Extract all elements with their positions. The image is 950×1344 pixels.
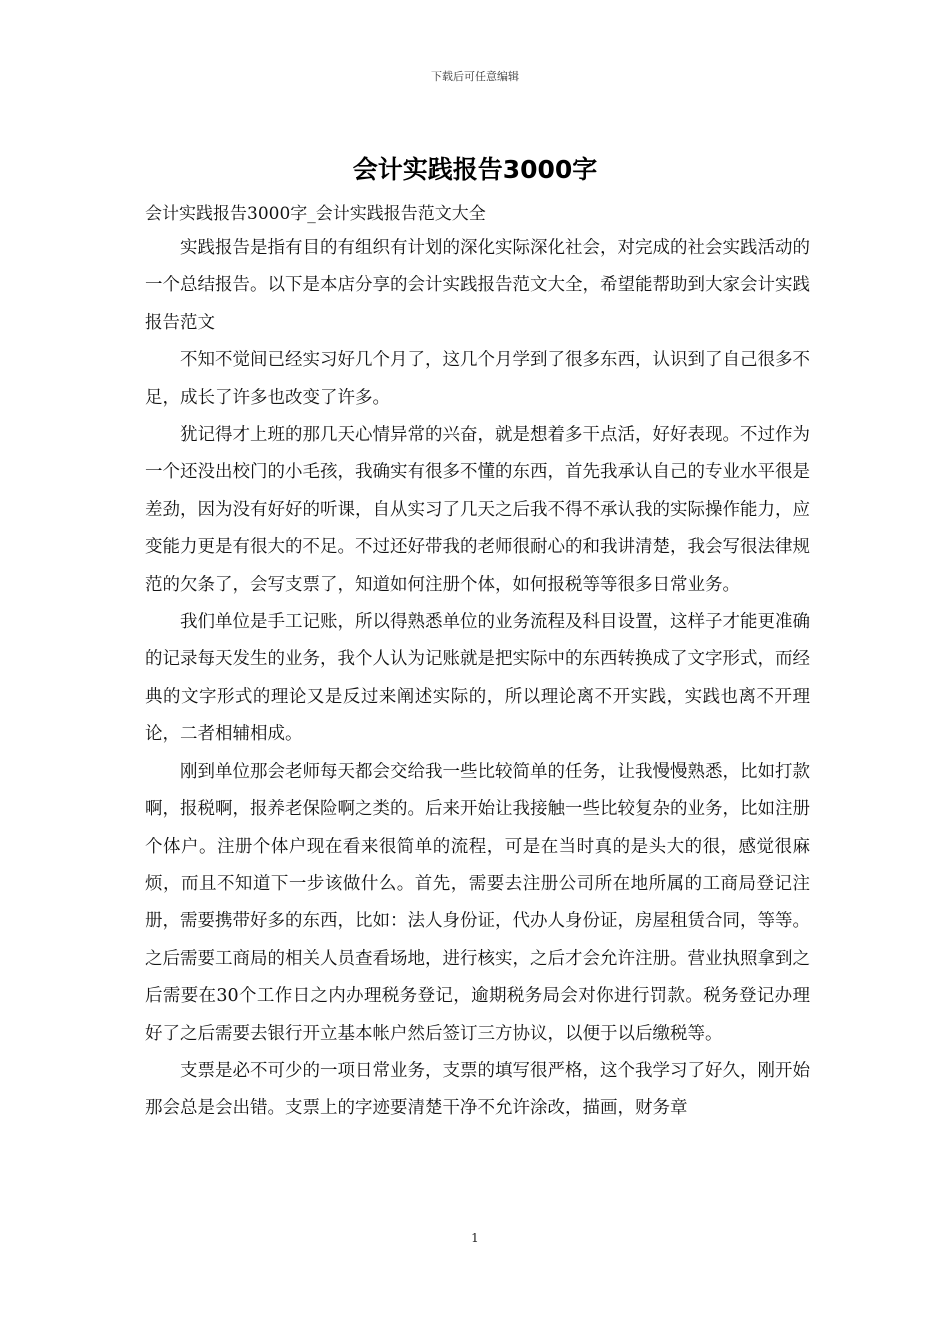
paragraph: 犹记得才上班的那几天心情异常的兴奋，就是想着多干点活，好好表现。不过作为一个还没出校门的小毛孩，我确实有很多不懂的东西，首先我承认自己的专业水平很是差劲，因为没有好好的听课，自从实习了几天之后我不得不承认我的实际操作能力，应变能力更是有很大的不足。不过还好带我的老师很耐心的和我讲清楚，我会写很法律规范的欠条了，会写支票了，知道如何注册个体，如何报税等等很多日常业务。 <box>145 425 810 595</box>
paragraph: 支票是必不可少的一项日常业务，支票的填写很严格，这个我学习了好久，刚开始那会总是会出错。支票上的字迹要清楚干净不允许涂改，描画，财务章 <box>145 1060 810 1119</box>
document-subtitle: 会计实践报告3000字_会计实践报告范文大全 <box>145 204 486 224</box>
paragraph: 实践报告是指有目的有组织有计划的深化实际深化社会，对完成的社会实践活动的一个总结报告。以下是本店分享的会计实践报告范文大全，希望能帮助到大家会计实践报告范文 <box>145 238 810 333</box>
paragraph: 我们单位是手工记账，所以得熟悉单位的业务流程及科目设置，这样子才能更准确的记录每天发生的业务，我个人认为记账就是把实际中的东西转换成了文字形式，而经典的文字形式的理论又是反过来阐述实际的，所以理论离不开实践，实践也离不开理论，二者相辅相成。 <box>145 612 810 745</box>
page-number: 1 <box>471 1231 479 1245</box>
paragraph: 不知不觉间已经实习好几个月了，这几个月学到了很多东西，认识到了自己很多不足，成长了许多也改变了许多。 <box>145 350 810 408</box>
page-header-note: 下载后可任意编辑 <box>431 70 519 83</box>
document-body <box>145 230 810 1128</box>
document-title: 会计实践报告3000字 <box>352 155 598 184</box>
paragraph: 刚到单位那会老师每天都会交给我一些比较简单的任务，让我慢慢熟悉，比如打款啊，报税啊，报养老保险啊之类的。后来开始让我接触一些比较复杂的业务，比如注册个体户。注册个体户现在看来很简单的流程，可是在当时真的是头大的很，感觉很麻烦，而且不知道下一步该做什么。首先，需要去注册公司所在地所属的工商局登记注册，需要携带好多的东西，比如：法人身份证，代办人身份证，房屋租赁合同，等等。之后需要工商局的相关人员查看场地，进行核实，之后才会允许注册。营业执照拿到之后需要在30个工作日之内办理税务登记，逾期税务局会对你进行罚款。税务登记办理好了之后需要去银行开立基本帐户然后签订三方协议，以便于以后缴税等。 <box>145 761 810 1044</box>
